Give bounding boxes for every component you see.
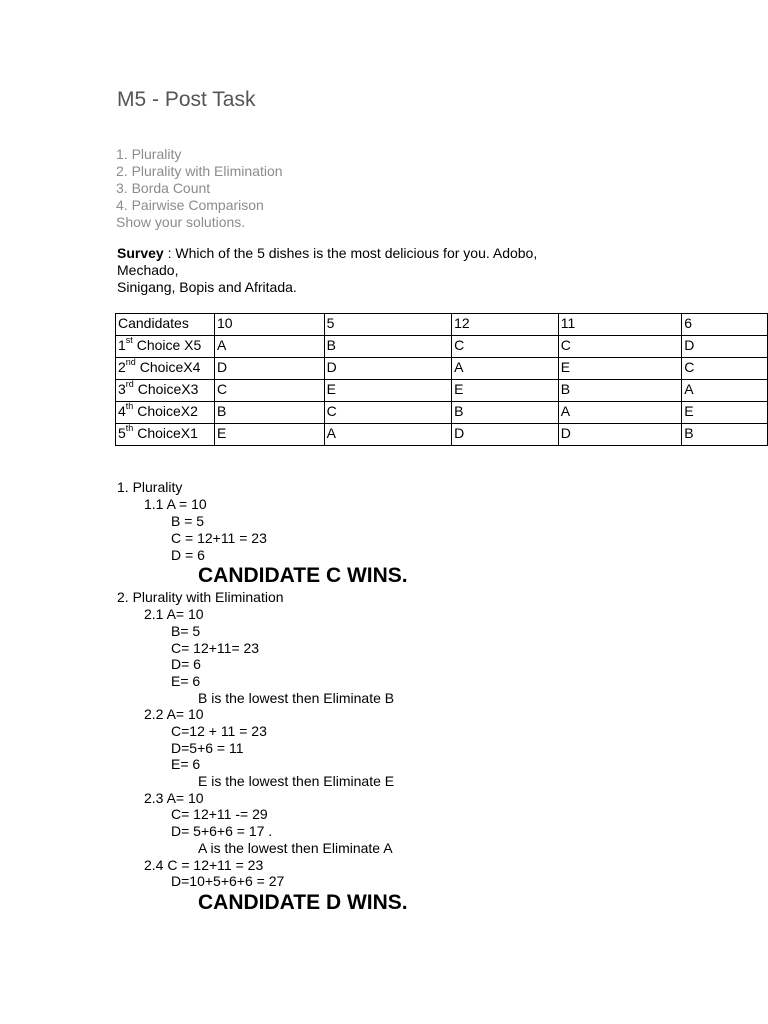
header-cell: 5	[324, 314, 452, 336]
header-cell: 12	[452, 314, 559, 336]
table-cell: A	[558, 402, 682, 424]
header-cell: 11	[558, 314, 682, 336]
survey-text: Mechado,	[117, 262, 179, 278]
table-cell: D	[324, 358, 452, 380]
header-cell: Candidates	[116, 314, 215, 336]
table-cell: B	[324, 336, 452, 358]
solution-line: D=5+6 = 11	[171, 740, 244, 756]
table-cell: C	[452, 336, 559, 358]
table-cell: D	[558, 424, 682, 446]
table-cell: E	[214, 424, 324, 446]
solution-line: D = 6	[171, 547, 205, 563]
table-row	[116, 402, 768, 424]
table-row	[116, 336, 768, 358]
table-cell: B	[558, 380, 682, 402]
table-cell: B	[452, 402, 559, 424]
solution-line: B= 5	[171, 623, 201, 639]
preference-table	[115, 313, 768, 446]
method-item: 1. Plurality	[116, 146, 182, 162]
table-cell: D	[682, 336, 768, 358]
instruction-text: Show your solutions.	[116, 214, 246, 230]
elimination-note: B is the lowest then Eliminate B	[198, 690, 395, 706]
elimination-note: E is the lowest then Eliminate E	[198, 773, 395, 789]
solution-line: C=12 + 11 = 23	[171, 723, 267, 739]
winner-announcement: CANDIDATE C WINS.	[198, 564, 408, 587]
method-item: 2. Plurality with Elimination	[116, 163, 283, 179]
solution-line: 2.4 C = 12+11 = 23	[144, 857, 264, 873]
section-heading: 2. Plurality with Elimination	[117, 589, 284, 605]
table-cell: E	[558, 358, 682, 380]
table-cell: A	[214, 336, 324, 358]
row-label: 3rd ChoiceX3	[116, 380, 215, 402]
solution-line: D= 5+6+6 = 17 .	[171, 823, 273, 839]
solution-line: C = 12+11 = 23	[171, 530, 267, 546]
table-cell: D	[452, 424, 559, 446]
row-label: 2nd ChoiceX4	[116, 358, 215, 380]
table-row	[116, 380, 768, 402]
solution-line: C= 12+11= 23	[171, 640, 260, 656]
table-cell: C	[682, 358, 768, 380]
table-cell: C	[324, 402, 452, 424]
table-cell: D	[214, 358, 324, 380]
table-cell: E	[324, 380, 452, 402]
table-cell: A	[682, 380, 768, 402]
row-label: 5th ChoiceX1	[116, 424, 215, 446]
solution-line: D=10+5+6+6 = 27	[171, 873, 285, 889]
table-cell: B	[682, 424, 768, 446]
table-cell: E	[452, 380, 559, 402]
survey-text: : Which of the 5 dishes is the most delicious for you. Adobo,	[163, 245, 538, 261]
section-heading: 1. Plurality	[117, 479, 183, 495]
table-cell: A	[452, 358, 559, 380]
table-header-row	[116, 314, 768, 336]
solution-line: 2.1 A= 10	[144, 606, 204, 622]
table-cell: E	[682, 402, 768, 424]
survey-text: Sinigang, Bopis and Afritada.	[117, 279, 297, 295]
method-list	[116, 146, 283, 231]
table-cell: C	[214, 380, 324, 402]
solution-line: 1.1 A = 10	[144, 496, 207, 512]
method-item: 3. Borda Count	[116, 180, 211, 196]
solution-line: 2.2 A= 10	[144, 706, 204, 722]
method-item: 4. Pairwise Comparison	[116, 197, 264, 213]
survey-label: Survey	[117, 245, 164, 261]
row-label: 4th ChoiceX2	[116, 402, 215, 424]
elimination-note: A is the lowest then Eliminate A	[198, 840, 393, 856]
table-cell: C	[558, 336, 682, 358]
solution-line: C= 12+11 -= 29	[171, 806, 268, 822]
table-cell: B	[214, 402, 324, 424]
solution-line: D= 6	[171, 656, 201, 672]
solution-line: E= 6	[171, 673, 201, 689]
header-cell: 10	[214, 314, 324, 336]
solution-line: B = 5	[171, 513, 205, 529]
solution-line: 2.3 A= 10	[144, 790, 204, 806]
row-label: 1st Choice X5	[116, 336, 215, 358]
table-cell: A	[324, 424, 452, 446]
table-row	[116, 358, 768, 380]
table-row	[116, 424, 768, 446]
page-title: M5 - Post Task	[117, 88, 256, 111]
header-cell: 6	[682, 314, 768, 336]
winner-announcement: CANDIDATE D WINS.	[198, 891, 408, 914]
solution-line: E= 6	[171, 756, 201, 772]
survey-question	[117, 245, 537, 296]
